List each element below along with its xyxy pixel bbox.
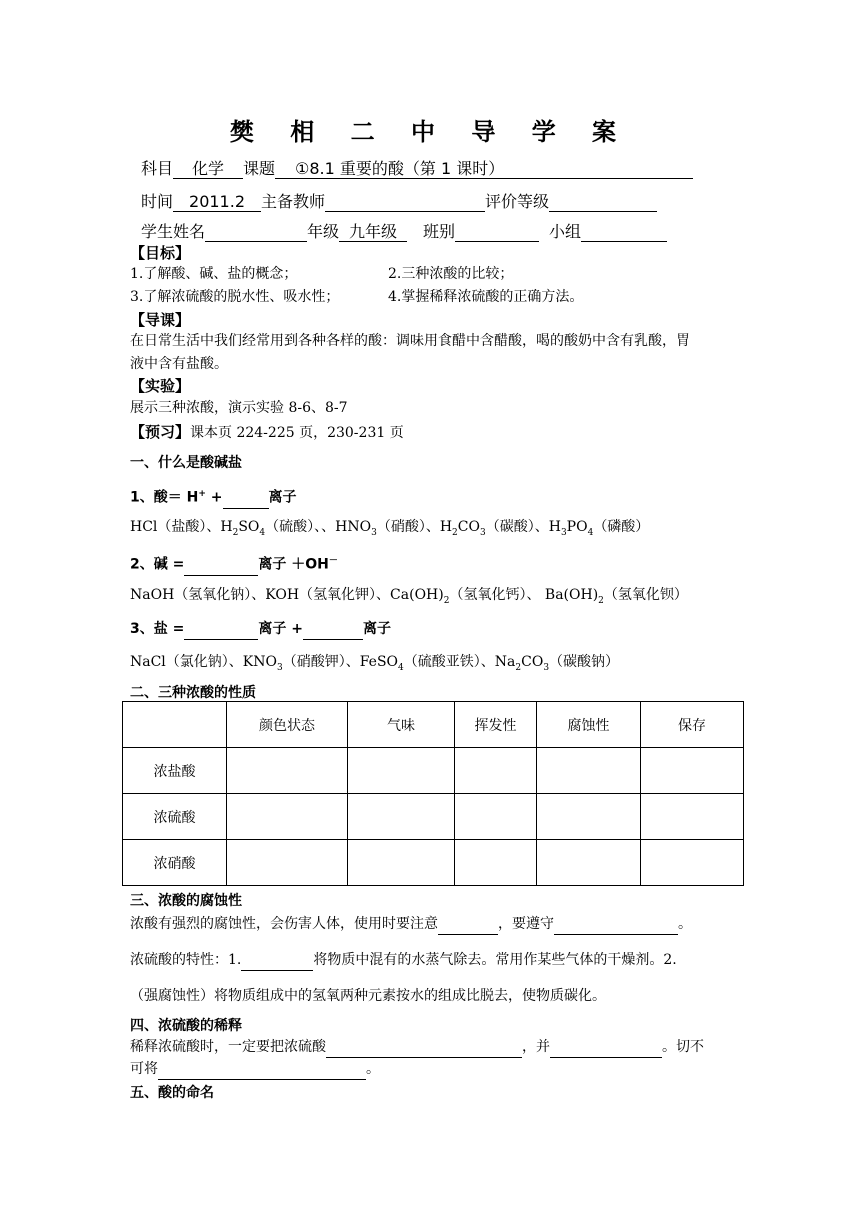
dilution-line-1	[130, 1036, 704, 1058]
dilution-blank-3[interactable]	[158, 1063, 366, 1080]
dilution-blank-2[interactable]	[550, 1041, 662, 1058]
base-def-mid: 离子 ＋OH	[258, 556, 329, 573]
sulfuric-property-line-2: （强腐蚀性）将物质组成中的氢氧两种元素按水的组成比脱去，使物质碳化。	[130, 988, 606, 1004]
acid-ex-sub: 4	[587, 527, 594, 538]
dilution-text-c: 。切不	[662, 1039, 704, 1055]
dilution-text-d: 可将	[130, 1061, 158, 1077]
goal-item-1: 1.了解酸、碱、盐的概念；	[130, 266, 298, 282]
time-label: 时间	[141, 192, 174, 211]
table-cell[interactable]	[348, 840, 455, 886]
guide-heading: 【导课】	[130, 311, 191, 329]
row-label: 浓盐酸	[123, 748, 227, 794]
corrosive-text-c: 。	[678, 916, 692, 932]
topic-field[interactable]: ①8.1 重要的酸（第 1 课时）	[275, 160, 693, 179]
salt-examples	[130, 651, 619, 679]
acid-def-h: H	[186, 489, 199, 506]
salt-def-prefix: 3、盐 =	[130, 621, 185, 637]
base-ex-2: （氢氧化钙）、 Ba(OH)	[449, 587, 599, 603]
section-5-title: 五、酸的命名	[130, 1085, 214, 1101]
acid-ex-sub: 3	[479, 527, 486, 538]
experiment-text: 展示三种浓酸，演示实验 8-6、8-7	[130, 400, 348, 416]
base-ex-3: （氢氧化钡）	[603, 587, 688, 603]
salt-ex-sub: 2	[515, 662, 522, 673]
experiment-heading: 【实验】	[130, 377, 191, 395]
acid-definition	[130, 483, 297, 509]
acid-ex-sub: 3	[371, 527, 377, 538]
corrosive-line-1	[130, 913, 692, 935]
salt-ex-sub: 4	[398, 662, 404, 673]
corrosive-text-a: 浓酸有强烈的腐蚀性，会伤害人体，使用时要注意	[130, 916, 438, 932]
acid-ex-sulfuric: （硫酸）、	[265, 519, 322, 535]
table-header-cell: 颜色状态	[227, 702, 348, 748]
base-def-charge: －	[328, 556, 338, 566]
table-cell[interactable]	[227, 794, 348, 840]
table-header-cell: 保存	[641, 702, 744, 748]
dilution-text-b: ，并	[522, 1039, 550, 1055]
base-def-prefix: 2、碱 =	[130, 556, 185, 573]
table-cell[interactable]	[455, 840, 537, 886]
salt-ex-4: CO	[521, 654, 544, 670]
section-4-title: 四、浓硫酸的稀释	[130, 1018, 242, 1034]
base-ex-sub: 2	[598, 595, 604, 606]
table-cell[interactable]	[641, 794, 744, 840]
acid-ex-nitric: （硝酸）、H	[376, 519, 453, 535]
goal-item-3: 3.了解浓硫酸的脱水性、吸水性；	[130, 289, 340, 305]
subject-label: 科目	[141, 159, 174, 178]
sulfuric-text-a: 浓硫酸的特性：1.	[130, 952, 242, 968]
class-label: 班别	[423, 222, 456, 241]
table-cell[interactable]	[348, 794, 455, 840]
table-cell[interactable]	[641, 840, 744, 886]
salt-ex-sub: 3	[276, 662, 283, 673]
acid-ion-blank[interactable]	[223, 492, 269, 509]
salt-ex-2: （硝酸钾）、FeSO	[282, 654, 399, 670]
time-field[interactable]: 2011.2	[173, 193, 261, 212]
base-definition	[130, 550, 338, 576]
goals-heading: 【目标】	[130, 244, 191, 262]
table-cell[interactable]	[537, 748, 641, 794]
attention-blank[interactable]	[438, 918, 498, 935]
acid-def-prefix: 1、酸＝	[130, 489, 187, 506]
acid-ex-sub: 4	[259, 527, 266, 538]
salt-ex-5: （碳酸钠）	[549, 654, 620, 670]
table-cell[interactable]	[227, 840, 348, 886]
salt-cation-blank[interactable]	[184, 623, 258, 640]
header-row-subject	[141, 156, 693, 179]
table-cell[interactable]	[348, 748, 455, 794]
table-header-cell: 气味	[348, 702, 455, 748]
dilution-line-2	[130, 1058, 380, 1080]
page-title: 樊 相 二 中 导 学 案	[229, 118, 631, 146]
acid-ex-sub: 2	[452, 527, 458, 538]
preview-text: 课本页 224-225 页，230-231 页	[190, 425, 404, 441]
student-name-label: 学生姓名	[141, 222, 206, 241]
section-2-title: 二、三种浓酸的性质	[130, 685, 256, 701]
acid-examples	[130, 516, 649, 544]
grade-eval-label: 评价等级	[485, 192, 550, 211]
base-examples	[130, 584, 688, 612]
dilution-text-e: 。	[366, 1061, 380, 1077]
acid-ex-sub: 3	[560, 527, 567, 538]
table-cell[interactable]	[455, 794, 537, 840]
dilution-text-a: 稀释浓硫酸时，一定要把浓硫酸	[130, 1039, 326, 1055]
acid-ex-so: SO	[238, 519, 260, 535]
corrosive-text-b: ，要遵守	[498, 916, 554, 932]
sulfuric-property-line-1	[130, 949, 677, 971]
salt-def-suffix: 离子	[362, 621, 391, 637]
table-header-row	[123, 702, 744, 748]
dilution-blank-1[interactable]	[326, 1041, 522, 1058]
table-cell[interactable]	[227, 748, 348, 794]
salt-definition	[130, 618, 391, 640]
acid-ex-hcl: HCl（盐酸）、H	[130, 519, 233, 535]
student-name-field[interactable]	[205, 223, 307, 242]
acid-def-suffix: 离子	[268, 489, 297, 506]
table-cell[interactable]	[537, 840, 641, 886]
section-3-title: 三、浓酸的腐蚀性	[130, 893, 242, 909]
base-ex-1: NaOH（氢氧化钠）、KOH（氢氧化钾）、Ca(OH)	[130, 587, 444, 603]
acid-ex-phosphoric: （磷酸）	[593, 519, 650, 535]
row-label: 浓硝酸	[123, 840, 227, 886]
salt-def-mid: 离子 +	[258, 621, 303, 637]
goal-item-2: 2.三种浓酸的比较；	[388, 266, 514, 282]
guide-text-line2: 液中含有盐酸。	[130, 356, 228, 372]
salt-ex-sub: 3	[543, 662, 550, 673]
teacher-field[interactable]	[325, 193, 485, 212]
teacher-label: 主备教师	[261, 192, 326, 211]
table-cell[interactable]	[455, 748, 537, 794]
goal-item-4: 4.掌握稀释浓硫酸的正确方法。	[388, 289, 584, 305]
preview-heading: 【预习】	[130, 423, 191, 441]
table-header-cell	[123, 702, 227, 748]
property-blank[interactable]	[241, 954, 313, 971]
header-row-student	[141, 219, 667, 242]
grade-field[interactable]: 九年级	[339, 223, 407, 242]
table-row	[123, 840, 744, 886]
base-ion-blank[interactable]	[184, 559, 258, 576]
acid-def-plus: +	[205, 489, 223, 506]
header-row-time	[141, 189, 657, 212]
group-label: 小组	[549, 222, 582, 241]
rule-blank[interactable]	[554, 918, 678, 935]
salt-anion-blank[interactable]	[303, 623, 363, 640]
acid-properties-table	[122, 701, 744, 886]
acid-ex-co: CO	[457, 519, 480, 535]
row-label: 浓硫酸	[123, 794, 227, 840]
acid-ex-sub: 2	[232, 527, 239, 538]
base-ex-sub: 2	[443, 595, 450, 606]
grade-label: 年级	[307, 222, 340, 241]
group-field[interactable]	[581, 223, 667, 242]
subject-field[interactable]: 化学	[173, 160, 243, 179]
acid-ex-hno: 、HNO	[321, 519, 372, 535]
topic-label: 课题	[243, 159, 276, 178]
salt-ex-3: （硫酸亚铁）、Na	[403, 654, 516, 670]
acid-def-h-charge: +	[198, 489, 206, 499]
table-cell[interactable]	[537, 794, 641, 840]
grade-eval-field[interactable]	[549, 193, 657, 212]
sulfuric-text-b: 将物质中混有的水蒸气除去。常用作某些气体的干燥剂。2.	[313, 952, 677, 968]
acid-ex-carbonic: （碳酸）、H	[485, 519, 561, 535]
acid-ex-po: PO	[566, 519, 588, 535]
salt-ex-1: NaCl（氯化钠）、KNO	[130, 654, 277, 670]
guide-text-line1: 在日常生活中我们经常用到各种各样的酸：调味用食醋中含醋酸，喝的酸奶中含有乳酸，胃	[130, 333, 690, 349]
table-header-cell: 腐蚀性	[537, 702, 641, 748]
table-header-cell: 挥发性	[455, 702, 537, 748]
preview-line	[130, 421, 404, 444]
section-1-title: 一、什么是酸碱盐	[130, 455, 242, 471]
table-row	[123, 748, 744, 794]
table-row	[123, 794, 744, 840]
class-field[interactable]	[455, 223, 539, 242]
table-cell[interactable]	[641, 748, 744, 794]
